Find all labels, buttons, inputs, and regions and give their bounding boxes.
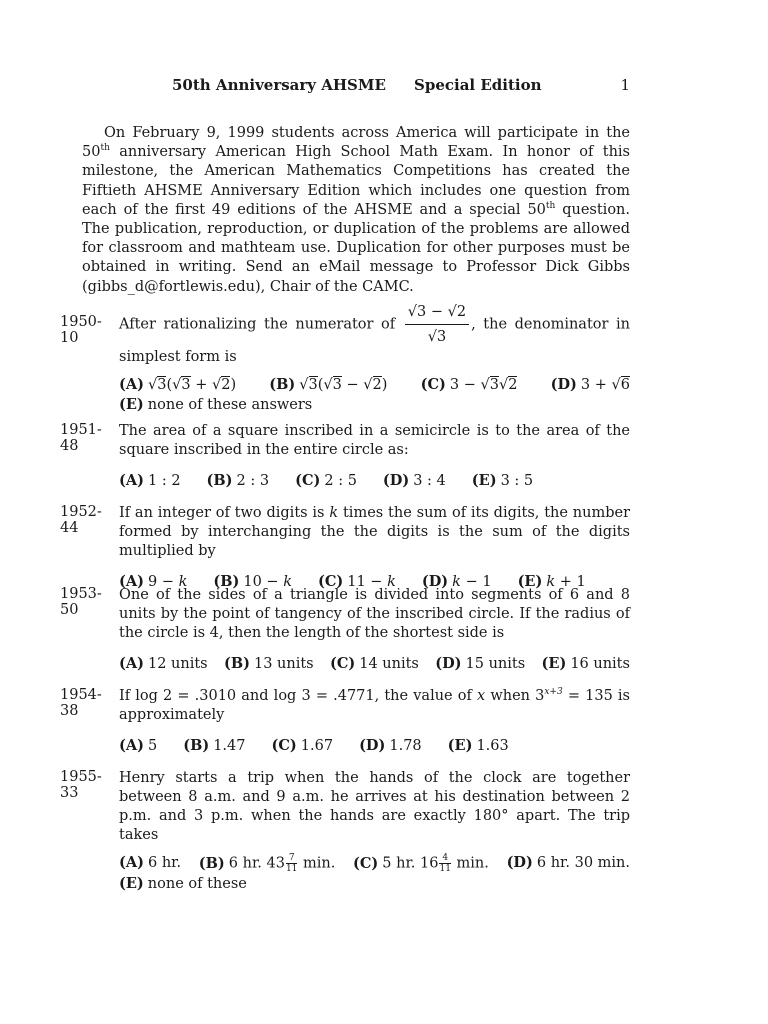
choice-a[interactable]: (A) 12 units <box>119 655 208 672</box>
problem-statement <box>119 302 630 367</box>
variable-x: x <box>477 688 486 704</box>
statement-part-b: , the denominator in simplest form is <box>119 316 631 365</box>
answer-choices <box>119 375 630 415</box>
choice-c[interactable]: (C) 14 units <box>329 655 419 672</box>
answer-choices <box>119 736 630 756</box>
choice-e[interactable]: (E) none of these answers <box>119 396 313 413</box>
fraction-expression: $\frac{√3 - √2}{√3}$ <box>405 302 469 347</box>
choice-b[interactable]: (B) √3(√3 − √2) <box>269 376 388 393</box>
problem-1954-38 <box>60 687 630 756</box>
choice-c[interactable]: (C) 1.67 <box>271 737 334 754</box>
problem-statement: The area of a square inscribed in a semicircle is to the area of the square inscribed in the entire circle as: <box>119 423 630 458</box>
intro-sup-1: th <box>100 143 110 154</box>
choice-c[interactable]: (C) 3 − √3√2 <box>420 376 518 393</box>
problem-1955-33 <box>60 769 630 894</box>
choice-e[interactable]: (E) k + 1 <box>517 573 586 590</box>
variable-k: k <box>329 505 339 521</box>
answer-choices <box>119 853 630 894</box>
problem-id: 1950-10 <box>60 314 102 346</box>
choice-a[interactable]: (A) 6 hr. <box>119 854 182 871</box>
choice-e[interactable]: (E) 3 : 5 <box>471 472 534 489</box>
choice-a[interactable]: (A) 5 <box>119 737 158 754</box>
problem-id: 1954-38 <box>60 687 102 719</box>
problem-statement: If log 2 = .3010 and log 3 = .4771, the value of x when $3^{x+3} = 135$ is approximately <box>119 687 631 723</box>
choice-c[interactable]: (C) 5 hr. 16 $\frac{4}{11}$ min. <box>353 853 489 874</box>
answer-choices <box>119 654 630 674</box>
statement-part-a: After rationalizing the numerator of <box>119 316 396 333</box>
choice-b[interactable]: (B) 10 − k <box>213 573 292 590</box>
choice-b[interactable]: (B) 1.47 <box>183 737 246 754</box>
choice-a[interactable]: (A) 1 : 2 <box>119 472 181 489</box>
problem-id: 1955-33 <box>60 769 102 801</box>
choice-d[interactable]: (D) 15 units <box>435 655 526 672</box>
choice-a[interactable]: (A) √3(√3 + √2) <box>119 376 237 393</box>
intro-text-2: anniversary American High School Math Exam. In honor of this milestone, the American Mathematics Competitions has created the Fiftieth AHSME Anniversary Edition which includes one question from each of the first 49 editions of the AHSME and a special 50 <box>82 144 630 218</box>
choice-a[interactable]: (A) 9 − k <box>119 573 188 590</box>
choice-e[interactable]: (E) 16 units <box>541 655 630 672</box>
intro-paragraph <box>82 124 630 297</box>
problem-id: 1952-44 <box>60 504 102 536</box>
problem-statement: One of the sides of a triangle is divided into segments of 6 and 8 units by the point of tangency of the inscribed circle. If the radius of the circle is 4, then the length of the shortest side is <box>119 587 630 641</box>
problem-1952-44 <box>60 504 630 592</box>
problem-1953-50 <box>60 586 630 674</box>
answer-choices <box>119 471 630 491</box>
header-title: 50th Anniversary AHSME <box>172 76 386 94</box>
choice-b[interactable]: (B) 2 : 3 <box>206 472 270 489</box>
intro-sup-2: th <box>545 200 556 211</box>
problem-1951-48 <box>60 422 630 491</box>
choice-e[interactable]: (E) 1.63 <box>447 737 509 754</box>
header-edition: Special Edition <box>414 76 542 94</box>
choice-d[interactable]: (D) k − 1 <box>421 573 492 590</box>
page-number: 1 <box>620 76 630 94</box>
choice-b[interactable]: (B) 6 hr. 43 $\frac{7}{11}$ min. <box>198 853 336 874</box>
problem-statement: Henry starts a trip when the hands of the clock are together between 8 a.m. and 9 a.m. he arrives at his destination between 2 p.m. and 3 p.m. when the hands are exactly 180° apart. The trip takes <box>119 770 630 843</box>
choice-d[interactable]: (D) 1.78 <box>359 737 422 754</box>
page-header <box>60 76 630 96</box>
intro-text-1: On February 9, 1999 students across America will participate in the 50 <box>82 125 630 161</box>
intro-text-3: question. The publication, reproduction, or duplication of the problems are allowed for classroom and mathteam use. Duplication for other purposes must be obtained in writing. Send an eMail message to Professor Dick Gibbs (gibbs_d@fortlewis.edu), Chair of the CAMC. <box>82 201 630 295</box>
choice-d[interactable]: (D) 6 hr. 30 min. <box>506 854 630 871</box>
choice-e[interactable]: (E) none of these <box>119 875 247 892</box>
choice-d[interactable]: (D) 3 + √6 <box>550 376 630 393</box>
choice-d[interactable]: (D) 3 : 4 <box>382 472 446 489</box>
choice-c[interactable]: (C) 11 − k <box>317 573 396 590</box>
problem-statement: If an integer of two digits is k times the sum of its digits, the number formed by interchanging the the digits is the sum of the digits multiplied by <box>119 505 631 559</box>
choice-c[interactable]: (C) 2 : 5 <box>295 472 357 489</box>
problem-id: 1951-48 <box>60 422 102 454</box>
problem-1950-10 <box>60 302 630 415</box>
choice-b[interactable]: (B) 13 units <box>223 655 314 672</box>
problem-id: 1953-50 <box>60 586 102 618</box>
